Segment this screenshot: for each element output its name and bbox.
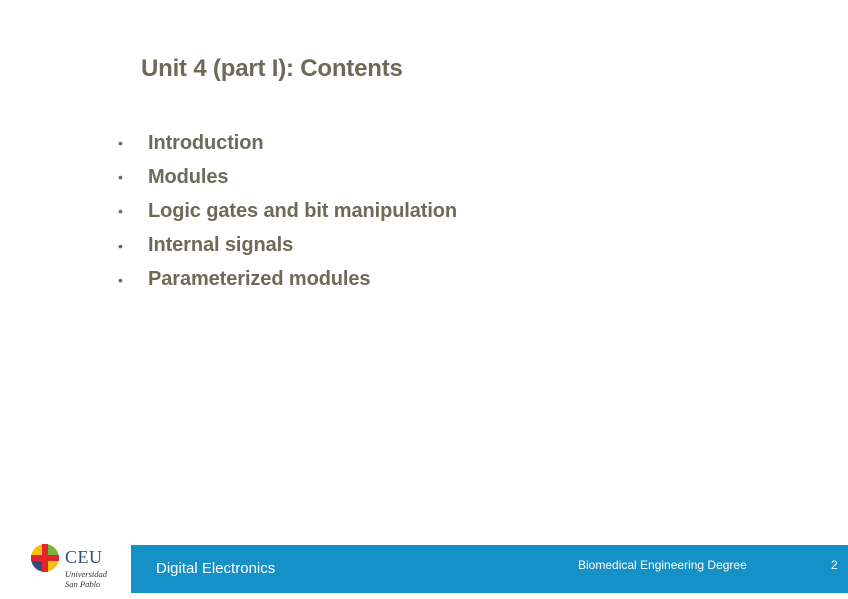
list-item-label: Modules: [148, 165, 229, 188]
list-item-label: Logic gates and bit manipulation: [148, 199, 458, 222]
logo-name: CEU: [65, 547, 103, 567]
list-item: [118, 229, 457, 263]
list-item: [118, 263, 457, 297]
logo-subtitle-line1: Universidad: [65, 569, 108, 579]
logo-subtitle-line2: San Pablo: [65, 579, 101, 589]
bullet-icon: •: [118, 169, 123, 186]
course-name: Digital Electronics: [156, 560, 276, 577]
bullet-icon: •: [118, 203, 123, 220]
bullet-icon: •: [118, 237, 123, 254]
list-item: [118, 194, 457, 228]
slide-title: Unit 4 (part I): Contents: [141, 55, 403, 82]
bullet-icon: •: [118, 271, 123, 288]
degree-name: Biomedical Engineering Degree: [578, 558, 747, 572]
list-item-label: Parameterized modules: [148, 268, 371, 291]
list-item-label: Introduction: [148, 131, 264, 154]
bullet-icon: •: [118, 135, 123, 152]
logo-subtitle: [65, 569, 125, 589]
footer-bar: [131, 545, 848, 593]
ceu-cross-icon: [30, 543, 60, 573]
list-item-label: Internal signals: [148, 234, 294, 257]
list-item: [118, 126, 457, 160]
page-number: 2: [831, 558, 838, 572]
university-logo: [30, 543, 125, 593]
list-item: [118, 160, 457, 194]
contents-list: [118, 126, 457, 297]
